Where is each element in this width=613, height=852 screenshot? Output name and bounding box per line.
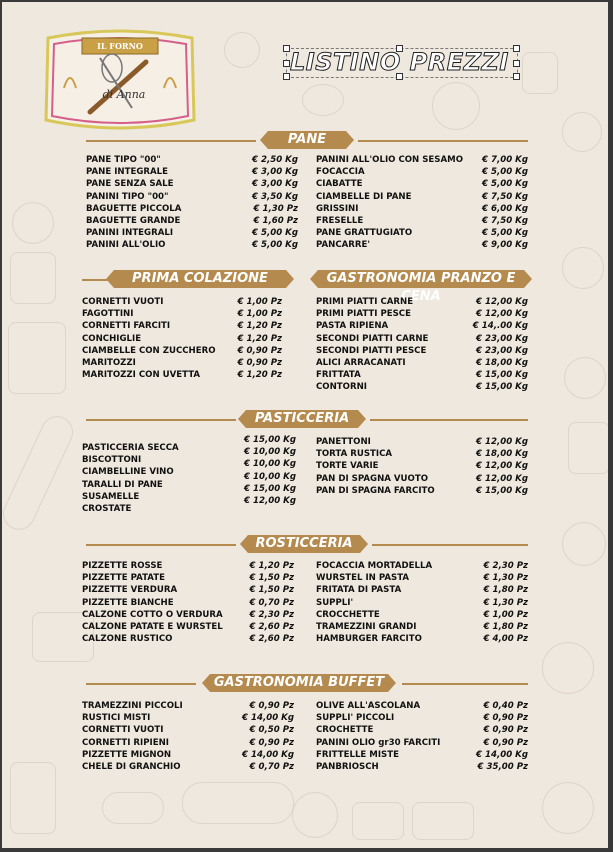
price-row bbox=[316, 724, 528, 736]
item-name: PANE INTEGRALE bbox=[86, 167, 169, 178]
price-row bbox=[316, 597, 528, 609]
resize-handle[interactable] bbox=[283, 60, 290, 67]
item-name: ALICI ARRACANATI bbox=[316, 358, 406, 369]
donut-doodle-icon bbox=[292, 792, 338, 838]
item-price: € 12,00 Kg bbox=[476, 437, 528, 447]
price-row bbox=[316, 296, 528, 308]
buffet-list-right bbox=[316, 700, 528, 773]
item-name: CORNETTI FARCITI bbox=[82, 321, 171, 332]
item-name: FOCACCIA bbox=[316, 167, 365, 178]
section-divider bbox=[358, 140, 528, 142]
price-row bbox=[82, 621, 294, 633]
donut-doodle-icon bbox=[564, 357, 606, 399]
item-name: PIZZETTE VERDURA bbox=[82, 585, 178, 596]
item-name: CIABATTE bbox=[316, 179, 363, 190]
item-name: PANINI INTEGRALI bbox=[86, 228, 174, 239]
item-price: € 0,40 Pz bbox=[483, 701, 528, 711]
section-title-buffet: GASTRONOMIA BUFFET bbox=[210, 674, 388, 692]
price-row bbox=[316, 633, 528, 645]
item-name: PIZZETTE PATATE bbox=[82, 573, 166, 584]
item-price: € 2,30 Pz bbox=[249, 609, 294, 620]
item-name: TARALLI DI PANE bbox=[82, 479, 163, 490]
section-divider bbox=[372, 544, 528, 546]
item-name: SUPPLI' bbox=[316, 597, 354, 608]
item-name: PANE TIPO "00" bbox=[86, 155, 161, 165]
item-name: TRAMEZZINI PICCOLI bbox=[82, 701, 183, 711]
item-price: € 1,60 Pz bbox=[253, 216, 298, 227]
item-name: BAGUETTE PICCOLA bbox=[86, 203, 182, 214]
price-row bbox=[316, 485, 528, 497]
section-title-colazione: PRIMA COLAZIONE bbox=[114, 270, 286, 288]
section-divider bbox=[86, 683, 196, 685]
item-name: BAGUETTE GRANDE bbox=[86, 216, 181, 227]
price-row bbox=[82, 320, 282, 332]
colazione-list bbox=[82, 296, 282, 381]
item-price: € 10,00 Kg bbox=[244, 471, 296, 482]
price-row bbox=[82, 724, 294, 736]
rosticceria-list-right bbox=[316, 560, 528, 645]
item-name: BISCOTTONI bbox=[82, 455, 142, 466]
price-row bbox=[82, 345, 282, 357]
price-row bbox=[316, 227, 528, 239]
price-row bbox=[82, 749, 294, 761]
item-name: FRESELLE bbox=[316, 216, 364, 227]
price-row bbox=[82, 700, 294, 712]
buffet-list-left bbox=[82, 700, 294, 773]
cake-doodle-icon bbox=[568, 422, 608, 474]
price-row bbox=[82, 560, 294, 572]
item-price: € 14,00 Kg bbox=[242, 713, 294, 724]
price-row bbox=[316, 191, 528, 203]
item-name: SECONDI PIATTI CARNE bbox=[316, 333, 429, 344]
price-row bbox=[316, 712, 528, 724]
price-row bbox=[316, 448, 528, 460]
price-row bbox=[316, 621, 528, 633]
price-row bbox=[82, 572, 294, 584]
cookie-doodle-icon bbox=[12, 202, 54, 244]
price-row bbox=[316, 320, 528, 332]
resize-handle[interactable] bbox=[283, 73, 290, 80]
item-name: OLIVE ALL'ASCOLANA bbox=[316, 701, 421, 711]
price-row bbox=[86, 227, 298, 239]
item-price: € 0,70 Pz bbox=[249, 597, 294, 608]
donut-doodle-icon bbox=[542, 782, 594, 834]
price-row bbox=[86, 239, 298, 251]
item-price: € 1,00 Pz bbox=[237, 309, 282, 320]
item-name: FAGOTTINI bbox=[82, 309, 134, 320]
item-price: € 1,50 Pz bbox=[249, 573, 294, 584]
pie-doodle-icon bbox=[432, 82, 480, 130]
resize-handle[interactable] bbox=[513, 45, 520, 52]
item-price: € 14,00 Kg bbox=[242, 749, 294, 760]
price-row bbox=[82, 584, 294, 596]
price-row bbox=[316, 609, 528, 621]
item-price: € 2,60 Pz bbox=[249, 622, 294, 633]
item-price: € 0,90 Pz bbox=[483, 737, 528, 748]
price-row bbox=[82, 296, 282, 308]
price-row bbox=[82, 761, 294, 773]
item-price: € 5,00 Kg bbox=[252, 240, 298, 251]
item-price: € 14,00 Kg bbox=[476, 749, 528, 760]
item-name: CONCHIGLIE bbox=[82, 333, 142, 344]
item-price: € 4,00 Pz bbox=[483, 634, 528, 645]
price-list-page bbox=[2, 2, 608, 848]
item-name: HAMBURGER FARCITO bbox=[316, 634, 422, 645]
item-price: € 23,00 Kg bbox=[476, 333, 528, 344]
price-row bbox=[82, 712, 294, 724]
page-title[interactable]: LISTINO PREZZI bbox=[290, 48, 509, 76]
item-price: € 5,00 Kg bbox=[482, 228, 528, 239]
item-price: € 1,30 Pz bbox=[483, 597, 528, 608]
cake-doodle-icon bbox=[352, 802, 404, 840]
pasticceria-names-left bbox=[82, 442, 179, 515]
item-price: € 7,50 Kg bbox=[482, 191, 528, 202]
price-row bbox=[316, 737, 528, 749]
item-name: SUSAMELLE bbox=[82, 491, 140, 502]
item-name: MARITOZZI CON UVETTA bbox=[82, 370, 201, 381]
price-row bbox=[316, 749, 528, 761]
item-price: € 0,90 Pz bbox=[483, 713, 528, 724]
item-price: € 0,50 Pz bbox=[249, 725, 294, 736]
rosticceria-list-left bbox=[82, 560, 294, 645]
item-price: € 12,00 Kg bbox=[476, 473, 528, 484]
price-row bbox=[316, 345, 528, 357]
price-row bbox=[316, 460, 528, 472]
cupcake-doodle-icon bbox=[562, 112, 602, 152]
price-row bbox=[316, 357, 528, 369]
price-row bbox=[82, 609, 294, 621]
cupcake-doodle-icon bbox=[10, 762, 56, 834]
item-price: € 10,00 Kg bbox=[244, 447, 296, 458]
item-name: TORTE VARIE bbox=[316, 461, 379, 472]
price-row bbox=[316, 369, 528, 381]
item-price: € 1,20 Pz bbox=[249, 561, 294, 571]
item-name: PRIMI PIATTI PESCE bbox=[316, 309, 411, 320]
item-name: CALZONE COTTO O VERDURA bbox=[82, 609, 223, 620]
item-name: CIAMBELLE DI PANE bbox=[316, 191, 412, 202]
price-row bbox=[82, 333, 282, 345]
item-name: PIZZETTE MIGNON bbox=[82, 749, 172, 760]
item-name: PAN DI SPAGNA FARCITO bbox=[316, 485, 435, 496]
pasticceria-list-right bbox=[316, 436, 528, 497]
item-name: TORTA RUSTICA bbox=[316, 449, 393, 460]
item-price: € 12,00 Kg bbox=[476, 309, 528, 320]
resize-handle[interactable] bbox=[283, 45, 290, 52]
jar-doodle-icon bbox=[522, 52, 558, 94]
item-price: € 0,90 Pz bbox=[249, 737, 294, 748]
price-row bbox=[82, 633, 294, 645]
item-name: CIAMBELLINE VINO bbox=[82, 467, 174, 478]
cake-doodle-icon bbox=[302, 84, 344, 116]
pranzo-list bbox=[316, 296, 528, 394]
section-divider bbox=[86, 419, 236, 421]
item-name: CALZONE PATATE E WURSTEL bbox=[82, 622, 223, 633]
item-price: € 7,00 Kg bbox=[482, 155, 528, 165]
item-price: € 1,80 Pz bbox=[483, 585, 528, 596]
item-price: € 15,00 Kg bbox=[476, 370, 528, 381]
price-row bbox=[316, 215, 528, 227]
item-name: CROCHETTE bbox=[316, 725, 374, 736]
item-price: € 3,50 Kg bbox=[252, 191, 298, 202]
item-price: € 15,00 Kg bbox=[476, 485, 528, 496]
pie-doodle-icon bbox=[8, 322, 66, 394]
item-price: € 23,00 Kg bbox=[476, 345, 528, 356]
item-name: MARITOZZI bbox=[82, 358, 136, 369]
item-price: € 1,00 Pz bbox=[237, 297, 282, 307]
pane-list-right bbox=[316, 154, 528, 252]
price-row bbox=[82, 737, 294, 749]
bun-doodle-icon bbox=[542, 642, 594, 694]
cookie-doodle-icon bbox=[562, 522, 606, 566]
section-divider bbox=[402, 683, 528, 685]
item-name: PASTA RIPIENA bbox=[316, 321, 389, 332]
item-name: FRITTATA bbox=[316, 370, 361, 381]
item-price: € 5,00 Kg bbox=[482, 167, 528, 178]
item-name: FRITATA DI PASTA bbox=[316, 585, 402, 596]
item-name: PANINI ALL'OLIO CON SESAMO bbox=[316, 155, 463, 165]
item-price: € 5,00 Kg bbox=[482, 179, 528, 190]
item-name: FOCACCIA MORTADELLA bbox=[316, 561, 433, 571]
item-name: PANE GRATTUGIATO bbox=[316, 228, 413, 239]
item-price: € 3,00 Kg bbox=[252, 179, 298, 190]
price-row bbox=[316, 178, 528, 190]
item-name: CROSTATE bbox=[82, 504, 132, 515]
item-price: € 15,00 Kg bbox=[244, 483, 296, 494]
price-row bbox=[316, 436, 528, 448]
resize-handle[interactable] bbox=[513, 73, 520, 80]
item-price: € 12,00 Kg bbox=[476, 461, 528, 472]
item-name: FRITTELLE MISTE bbox=[316, 749, 399, 760]
section-title-pranzo: GASTRONOMIA PRANZO E CENA bbox=[318, 270, 524, 288]
item-price: € 1,20 Pz bbox=[237, 321, 282, 332]
baguette-doodle-icon bbox=[182, 782, 294, 824]
cookie-doodle-icon bbox=[562, 247, 604, 289]
item-price: € 18,00 Kg bbox=[476, 449, 528, 460]
price-row bbox=[82, 369, 282, 381]
item-price: € 6,00 Kg bbox=[482, 203, 528, 214]
item-price: € 15,00 Kg bbox=[476, 382, 528, 393]
donut-doodle-icon bbox=[224, 32, 260, 68]
item-name: SUPPLI' PICCOLI bbox=[316, 713, 395, 724]
item-price: € 0,90 Pz bbox=[237, 358, 282, 369]
item-price: € 18,00 Kg bbox=[476, 358, 528, 369]
price-row bbox=[86, 154, 298, 166]
price-row bbox=[316, 154, 528, 166]
price-row bbox=[316, 203, 528, 215]
price-row bbox=[316, 560, 528, 572]
price-row bbox=[316, 308, 528, 320]
item-price: € 7,50 Kg bbox=[482, 216, 528, 227]
item-price: € 1,50 Pz bbox=[249, 585, 294, 596]
item-name: GRISSINI bbox=[316, 203, 359, 214]
item-price: € 5,00 Kg bbox=[252, 228, 298, 239]
item-price: € 0,90 Pz bbox=[237, 345, 282, 356]
item-price: € 1,30 Pz bbox=[483, 573, 528, 584]
item-name: WURSTEL IN PASTA bbox=[316, 573, 410, 584]
item-name: PAN DI SPAGNA VUOTO bbox=[316, 473, 429, 484]
tart-doodle-icon bbox=[412, 802, 474, 840]
price-row bbox=[316, 700, 528, 712]
resize-handle[interactable] bbox=[513, 60, 520, 67]
item-price: € 35,00 Pz bbox=[477, 762, 528, 773]
item-price: € 2,30 Pz bbox=[483, 561, 528, 571]
item-name: PANETTONI bbox=[316, 437, 371, 447]
item-name: CORNETTI VUOTI bbox=[82, 725, 164, 736]
price-row bbox=[316, 239, 528, 251]
item-name: SECONDI PIATTI PESCE bbox=[316, 345, 427, 356]
item-name: CHELE DI GRANCHIO bbox=[82, 762, 181, 773]
price-row bbox=[316, 584, 528, 596]
section-title-pasticceria: PASTICCERIA bbox=[246, 410, 358, 428]
price-row bbox=[86, 215, 298, 227]
bakery-logo bbox=[40, 28, 200, 140]
item-price: € 3,00 Kg bbox=[252, 167, 298, 178]
price-row bbox=[316, 381, 528, 393]
croissant-doodle-icon bbox=[102, 792, 164, 824]
item-price: € 12,00 Kg bbox=[476, 297, 528, 307]
item-name: PRIMI PIATTI CARNE bbox=[316, 297, 414, 307]
item-name: CALZONE RUSTICO bbox=[82, 634, 173, 645]
logo-script-text: di Anna bbox=[102, 88, 146, 101]
item-name: PANINI OLIO gr30 FARCITI bbox=[316, 737, 441, 748]
price-row bbox=[316, 473, 528, 485]
item-name: CONTORNI bbox=[316, 382, 367, 393]
item-name: PANINI TIPO "00" bbox=[86, 191, 169, 202]
cupcake-doodle-icon bbox=[10, 252, 56, 304]
item-price: € 9,00 Kg bbox=[482, 240, 528, 251]
item-price: € 1,80 Pz bbox=[483, 622, 528, 633]
item-price: € 10,00 Kg bbox=[244, 459, 296, 470]
section-title-pane: PANE bbox=[268, 131, 346, 149]
price-row bbox=[86, 166, 298, 178]
item-name: PANINI ALL'OLIO bbox=[86, 240, 166, 251]
item-name: RUSTICI MISTI bbox=[82, 713, 151, 724]
section-divider bbox=[86, 544, 236, 546]
price-row bbox=[316, 761, 528, 773]
item-price: € 0,70 Pz bbox=[249, 762, 294, 773]
pane-list-left bbox=[86, 154, 298, 252]
item-price: € 14,.00 Kg bbox=[472, 321, 528, 332]
item-price: € 1,00 Pz bbox=[483, 609, 528, 620]
logo-brand-text: IL FORNO bbox=[97, 41, 143, 51]
price-row bbox=[86, 191, 298, 203]
item-price: € 2,50 Kg bbox=[252, 155, 298, 165]
price-row bbox=[86, 178, 298, 190]
price-row bbox=[82, 357, 282, 369]
section-title-rosticceria: ROSTICCERIA bbox=[248, 535, 360, 553]
item-price: € 15,00 Kg bbox=[244, 435, 296, 445]
item-price: € 12,00 Kg bbox=[244, 496, 296, 507]
price-row bbox=[82, 597, 294, 609]
item-name: PANBRIOSCH bbox=[316, 762, 379, 773]
baguette-doodle-icon bbox=[2, 411, 78, 535]
item-price: € 0,90 Pz bbox=[483, 725, 528, 736]
section-divider bbox=[370, 419, 528, 421]
item-name: PANCARRE' bbox=[316, 240, 371, 251]
item-price: € 2,60 Pz bbox=[249, 634, 294, 645]
pasticceria-prices-left bbox=[234, 434, 296, 507]
item-name: CORNETTI VUOTI bbox=[82, 297, 164, 307]
item-price: € 1,20 Pz bbox=[237, 370, 282, 381]
price-row bbox=[316, 166, 528, 178]
item-name: TRAMEZZINI GRANDI bbox=[316, 622, 417, 633]
item-name: PASTICCERIA SECCA bbox=[82, 443, 179, 453]
item-price: € 0,90 Pz bbox=[249, 701, 294, 711]
item-name: PANE SENZA SALE bbox=[86, 179, 174, 190]
price-row bbox=[86, 203, 298, 215]
item-name: CORNETTI RIPIENI bbox=[82, 737, 169, 748]
item-name: CIAMBELLE CON ZUCCHERO bbox=[82, 345, 216, 356]
item-price: € 1,30 Pz bbox=[253, 203, 298, 214]
item-name: PIZZETTE BIANCHE bbox=[82, 597, 174, 608]
item-name: CROCCHETTE bbox=[316, 609, 380, 620]
price-row bbox=[316, 333, 528, 345]
item-name: PIZZETTE ROSSE bbox=[82, 561, 163, 571]
price-row bbox=[316, 572, 528, 584]
section-divider bbox=[86, 140, 256, 142]
price-row bbox=[82, 308, 282, 320]
item-price: € 1,20 Pz bbox=[237, 333, 282, 344]
